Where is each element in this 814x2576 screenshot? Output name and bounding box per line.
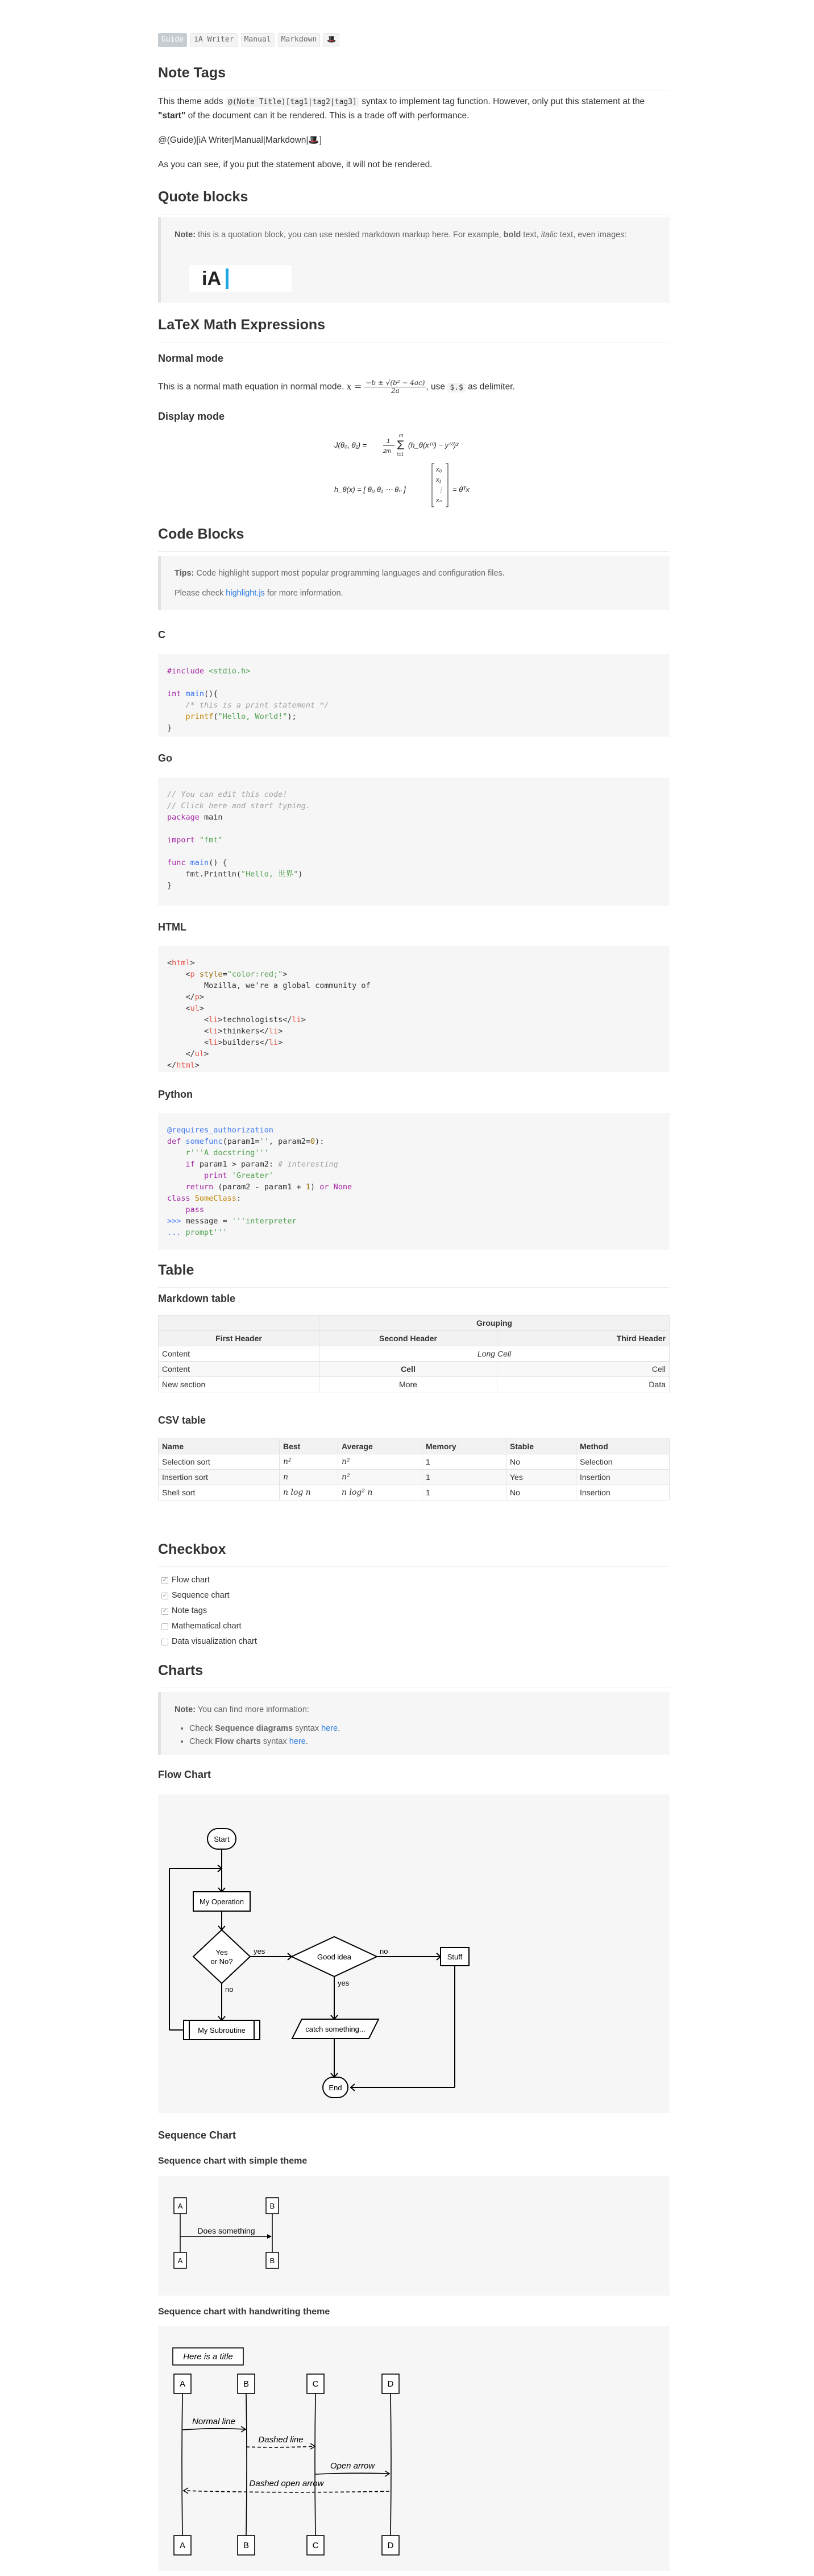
- seq-actor-b-label: B: [269, 2202, 275, 2210]
- normal-mode-paragraph: This is a normal math equation in normal mode. x = $\frac{\text{−b ± √(b² − 4ac)}}{2a}$, use $.$ as delimiter.: [158, 379, 515, 395]
- markdown-table-heading: Markdown table: [158, 1293, 236, 1304]
- flow-io-label: catch something...: [305, 2025, 366, 2033]
- flow-no-label: no: [225, 1985, 234, 1994]
- note-tags-paragraph: This theme adds @(Note Title)[tag1|tag2|tag3] syntax to implement tag function. However, only put this statement at the "start" of the document can it be rendered. This is a trade off with performance.: [158, 97, 645, 121]
- seq-message-4: Dashed open arrow: [249, 2479, 324, 2488]
- flow-chart-block: [158, 1794, 670, 2113]
- seq-message-label: Does something: [197, 2226, 255, 2235]
- list-item: • Check Sequence diagrams syntax here.: [189, 1722, 656, 1735]
- seq-message-1: Normal line: [192, 2417, 235, 2426]
- ia-logo-image: iA: [189, 265, 292, 292]
- go-heading: Go: [158, 752, 172, 764]
- charts-note-block: [158, 1692, 670, 1755]
- tag-item[interactable]: Markdown: [278, 33, 321, 47]
- tag-list: [158, 33, 339, 47]
- python-code-block: @requires_authorization def somefunc(param1='', param2=0): r'''A docstring''' if param1 > param2: # interesting print 'Greater' return (param2 - param1 + 1) or None class SomeClass: pass >>> message = '''interpreter ... prompt''': [158, 1113, 670, 1250]
- tag-statement: @(Guide)[iA Writer|Manual|Markdown|🎩]: [158, 135, 322, 145]
- html-heading: HTML: [158, 921, 186, 933]
- grouping-header: Grouping: [319, 1316, 670, 1331]
- checkbox-item[interactable]: Data visualization chart: [161, 1635, 257, 1648]
- charts-note-text: Note: You can find more information:: [175, 1705, 309, 1714]
- svg-text:x₁: x₁: [436, 477, 441, 483]
- inline-equation: x = $\frac{\text{−b ± √(b² − 4ac)}}{2a}$: [346, 379, 425, 395]
- quote-blocks-heading: Quote blocks: [158, 185, 670, 214]
- python-heading: Python: [158, 1089, 193, 1100]
- display-equations: [329, 429, 510, 515]
- markdown-table: [158, 1315, 670, 1392]
- flowchart-syntax-link[interactable]: here: [289, 1737, 306, 1747]
- seq-message-3: Open arrow: [330, 2461, 375, 2471]
- quote-text: Note: this is a quotation block, you can use nested markdown markup here. For example, bold text, italic text, even images:: [175, 230, 627, 239]
- seq-actor-a-label: A: [177, 2256, 183, 2265]
- seq-title-label: Here is a title: [183, 2352, 233, 2362]
- checkbox-item[interactable]: ✓ Sequence chart: [162, 1591, 230, 1600]
- svg-text:m: m: [399, 432, 404, 438]
- table-row: Insertion sort n n² 1 Yes Insertion: [159, 1470, 670, 1485]
- flow-no-label-2: no: [380, 1947, 388, 1955]
- sequence-chart-heading: Sequence Chart: [158, 2130, 236, 2141]
- first-header: First Header: [159, 1331, 319, 1346]
- flow-stuff-label: Stuff: [447, 1953, 463, 1961]
- svg-text:h_θ(x) = [ θ₀ θ₁ ⋯ θₙ ]: h_θ(x) = [ θ₀ θ₁ ⋯ θₙ ]: [334, 485, 406, 494]
- seq-message-2: Dashed line: [258, 2435, 304, 2445]
- third-header: Third Header: [497, 1331, 670, 1346]
- go-code-block: // You can edit this code! // Click here and start typing. package main import "fmt" func main() { fmt.Println("Hello, 世界") }: [158, 778, 670, 905]
- c-heading: C: [158, 629, 165, 640]
- latex-heading: LaTeX Math Expressions: [158, 313, 670, 342]
- sequence-simple-block: [158, 2176, 670, 2296]
- flow-chart: [158, 1794, 670, 2113]
- charts-heading: Charts: [158, 1659, 670, 1688]
- flow-subroutine-label: My Subroutine: [198, 2026, 246, 2035]
- checkbox-unchecked-icon[interactable]: [161, 1623, 168, 1630]
- tips-text: Tips: Code highlight support most popular programming languages and configuration files.: [175, 569, 505, 578]
- checkbox-heading: Checkbox: [158, 1538, 670, 1567]
- sequence-hand-chart: [158, 2326, 670, 2571]
- seq-actor-b-label: B: [243, 2541, 250, 2550]
- table-row: Shell sort n log n n log² n 1 No Insertion: [159, 1485, 670, 1500]
- flow-chart-heading: Flow Chart: [158, 1769, 211, 1780]
- svg-text:i=1: i=1: [397, 452, 404, 457]
- flow-start-label: Start: [214, 1835, 230, 1843]
- table-row: Selection sort n² n² 1 No Selection: [159, 1454, 670, 1470]
- sequence-hand-heading: Sequence chart with handwriting theme: [158, 2307, 330, 2317]
- sequence-simple-chart: [158, 2176, 670, 2296]
- display-mode-heading: Display mode: [158, 411, 225, 422]
- flow-condition2-label: Good idea: [317, 1953, 351, 1961]
- table-row: New section More Data: [159, 1377, 670, 1392]
- checkbox-item[interactable]: ✓ Flow chart: [162, 1576, 210, 1585]
- tag-item[interactable]: Manual: [241, 33, 275, 47]
- flow-yes-label: yes: [254, 1947, 265, 1955]
- html-code-block: <html> <p style="color:red;"> Mozilla, we're a global community of </p> <ul> <li>technologists</li> <li>thinkers</li> <li>builders</li> </ul> </html>: [158, 946, 670, 1072]
- tips-block: [158, 556, 670, 610]
- checkbox-item[interactable]: ✓ Note tags: [162, 1606, 207, 1615]
- sequence-syntax-link[interactable]: here: [321, 1724, 338, 1734]
- code-blocks-heading: Code Blocks: [158, 523, 670, 552]
- tag-item[interactable]: iA Writer: [190, 33, 237, 47]
- normal-mode-heading: Normal mode: [158, 353, 224, 364]
- csv-table-heading: CSV table: [158, 1415, 206, 1426]
- flow-condition-label-2: or No?: [210, 1957, 233, 1966]
- flow-condition-node: [193, 1930, 250, 1983]
- checkbox-checked-icon[interactable]: ✓: [162, 1592, 168, 1599]
- svg-text:J(θ₀, θ₁) =: J(θ₀, θ₁) =: [334, 441, 367, 449]
- highlightjs-link[interactable]: highlight.js: [226, 589, 265, 598]
- seq-actor-a-label: A: [177, 2202, 183, 2210]
- table-row: Content Cell Cell: [159, 1362, 670, 1377]
- c-code-block: #include <stdio.h> int main(){ /* this is a print statement */ printf("Hello, World!"); }: [158, 654, 670, 737]
- tag-item[interactable]: 🎩: [323, 33, 339, 47]
- svg-text:xₙ: xₙ: [436, 497, 442, 504]
- checkbox-checked-icon[interactable]: ✓: [162, 1607, 168, 1614]
- seq-actor-d-label: D: [387, 2379, 394, 2389]
- checkbox-checked-icon[interactable]: ✓: [162, 1577, 168, 1583]
- sequence-simple-heading: Sequence chart with simple theme: [158, 2156, 308, 2166]
- tag-item[interactable]: Guide: [158, 33, 187, 47]
- svg-text:1: 1: [387, 438, 391, 445]
- flow-condition-label: Yes: [215, 1948, 228, 1957]
- svg-text:(h_θ(x⁽ⁱ⁾) − y⁽ⁱ⁾)²: (h_θ(x⁽ⁱ⁾) − y⁽ⁱ⁾)²: [408, 441, 459, 449]
- table-heading: Table: [158, 1259, 670, 1288]
- checkbox-item[interactable]: Mathematical chart: [161, 1620, 242, 1633]
- svg-text:= θᵀx: = θᵀx: [452, 485, 470, 494]
- table-row: Content Long Cell: [159, 1346, 670, 1362]
- note-tags-heading: Note Tags: [158, 61, 670, 90]
- checkbox-unchecked-icon[interactable]: [161, 1639, 168, 1645]
- seq-actor-b-label: B: [243, 2379, 250, 2389]
- tips-text-2: Please check highlight.js for more information.: [175, 589, 343, 598]
- seq-actor-c-label: C: [312, 2379, 319, 2389]
- flow-operation-label: My Operation: [199, 1897, 244, 1906]
- note-tags-paragraph-2: As you can see, if you put the statement above, it will not be rendered.: [158, 160, 433, 169]
- seq-actor-a-label: A: [179, 2379, 186, 2389]
- second-header: Second Header: [319, 1331, 497, 1346]
- svg-text:2m: 2m: [383, 448, 391, 454]
- seq-actor-d-label: D: [387, 2541, 394, 2550]
- svg-text:Σ: Σ: [397, 438, 405, 452]
- csv-table: Name Best Average Memory Stable Method Selection sort n² n² 1 No Selection Insertion sort n n² 1 Yes Insertion Shell sort n log n n log² n 1 No Insertion: [158, 1438, 670, 1500]
- seq-actor-a-label: A: [179, 2541, 186, 2550]
- seq-actor-c-label: C: [312, 2541, 319, 2550]
- svg-text:x₀: x₀: [436, 466, 442, 473]
- quote-block: [158, 217, 670, 303]
- sequence-hand-block: [158, 2326, 670, 2571]
- seq-actor-b-label: B: [269, 2256, 275, 2265]
- list-item: • Check Flow charts syntax here.: [189, 1735, 656, 1748]
- flow-yes-label-2: yes: [338, 1979, 350, 1987]
- flow-end-label: End: [329, 2083, 342, 2092]
- svg-text:⋮: ⋮: [438, 487, 444, 494]
